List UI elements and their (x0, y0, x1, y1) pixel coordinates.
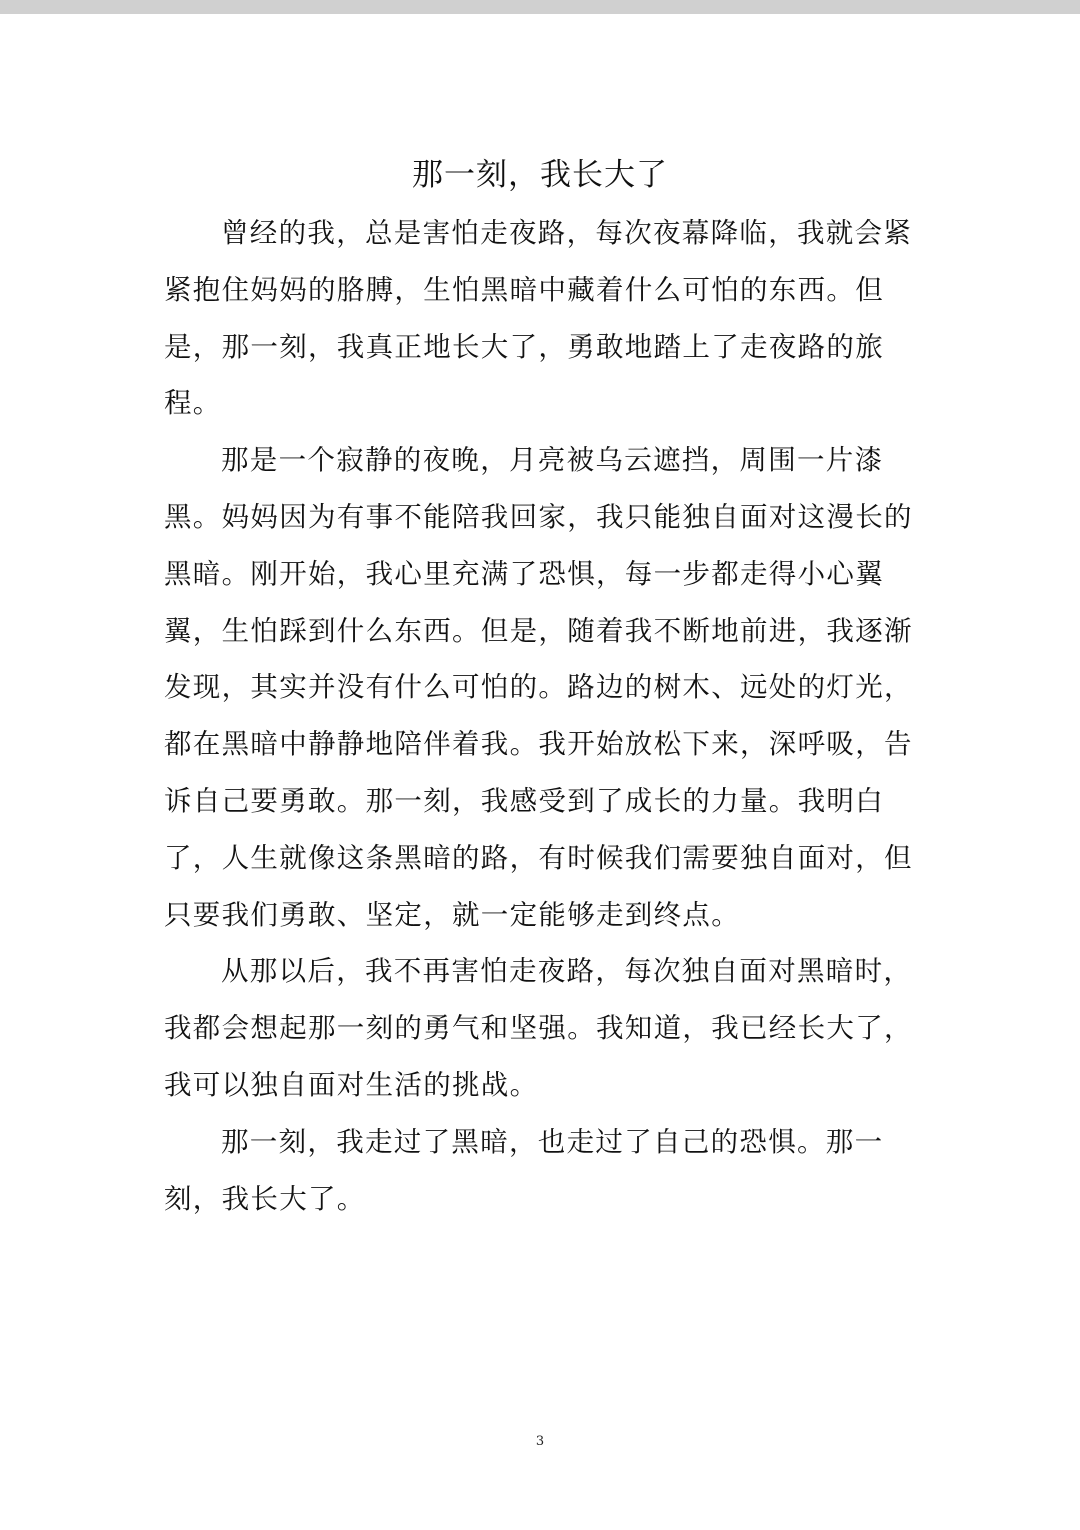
paragraph-4: 那一刻，我走过了黑暗，也走过了自己的恐惧。那一刻，我长大了。 (164, 1125, 884, 1215)
essay-title: 那一刻，我长大了 (412, 157, 668, 193)
essay-body (164, 205, 924, 1227)
paragraph-2: 那是一个寂静的夜晚，月亮被乌云遮挡，周围一片漆黑。妈妈因为有事不能陪我回家，我只能独自面对这漫长的黑暗。刚开始，我心里充满了恐惧，每一步都走得小心翼翼，生怕踩到什么东西。但是，随着我不断地前进，我逐渐发现，其实并没有什么可怕的。路边的树木、远处的灯光，都在黑暗中静静地陪伴着我。我开始放松下来，深呼吸，告诉自己要勇敢。那一刻，我感受到了成长的力量。我明白了，人生就像这条黑暗的路，有时候我们需要独自面对，但只要我们勇敢、坚定，就一定能够走到终点。 (164, 444, 913, 931)
paragraph-1: 曾经的我，总是害怕走夜路，每次夜幕降临，我就会紧紧抱住妈妈的胳膊，生怕黑暗中藏着什么可怕的东西。但是，那一刻，我真正地长大了，勇敢地踏上了走夜路的旅程。 (164, 217, 913, 420)
paragraph-3: 从那以后，我不再害怕走夜路，每次独自面对黑暗时，我都会想起那一刻的勇气和坚强。我知道，我已经长大了，我可以独自面对生活的挑战。 (164, 955, 913, 1101)
page-number: 3 (535, 1434, 545, 1449)
top-border-bar (0, 0, 1080, 14)
